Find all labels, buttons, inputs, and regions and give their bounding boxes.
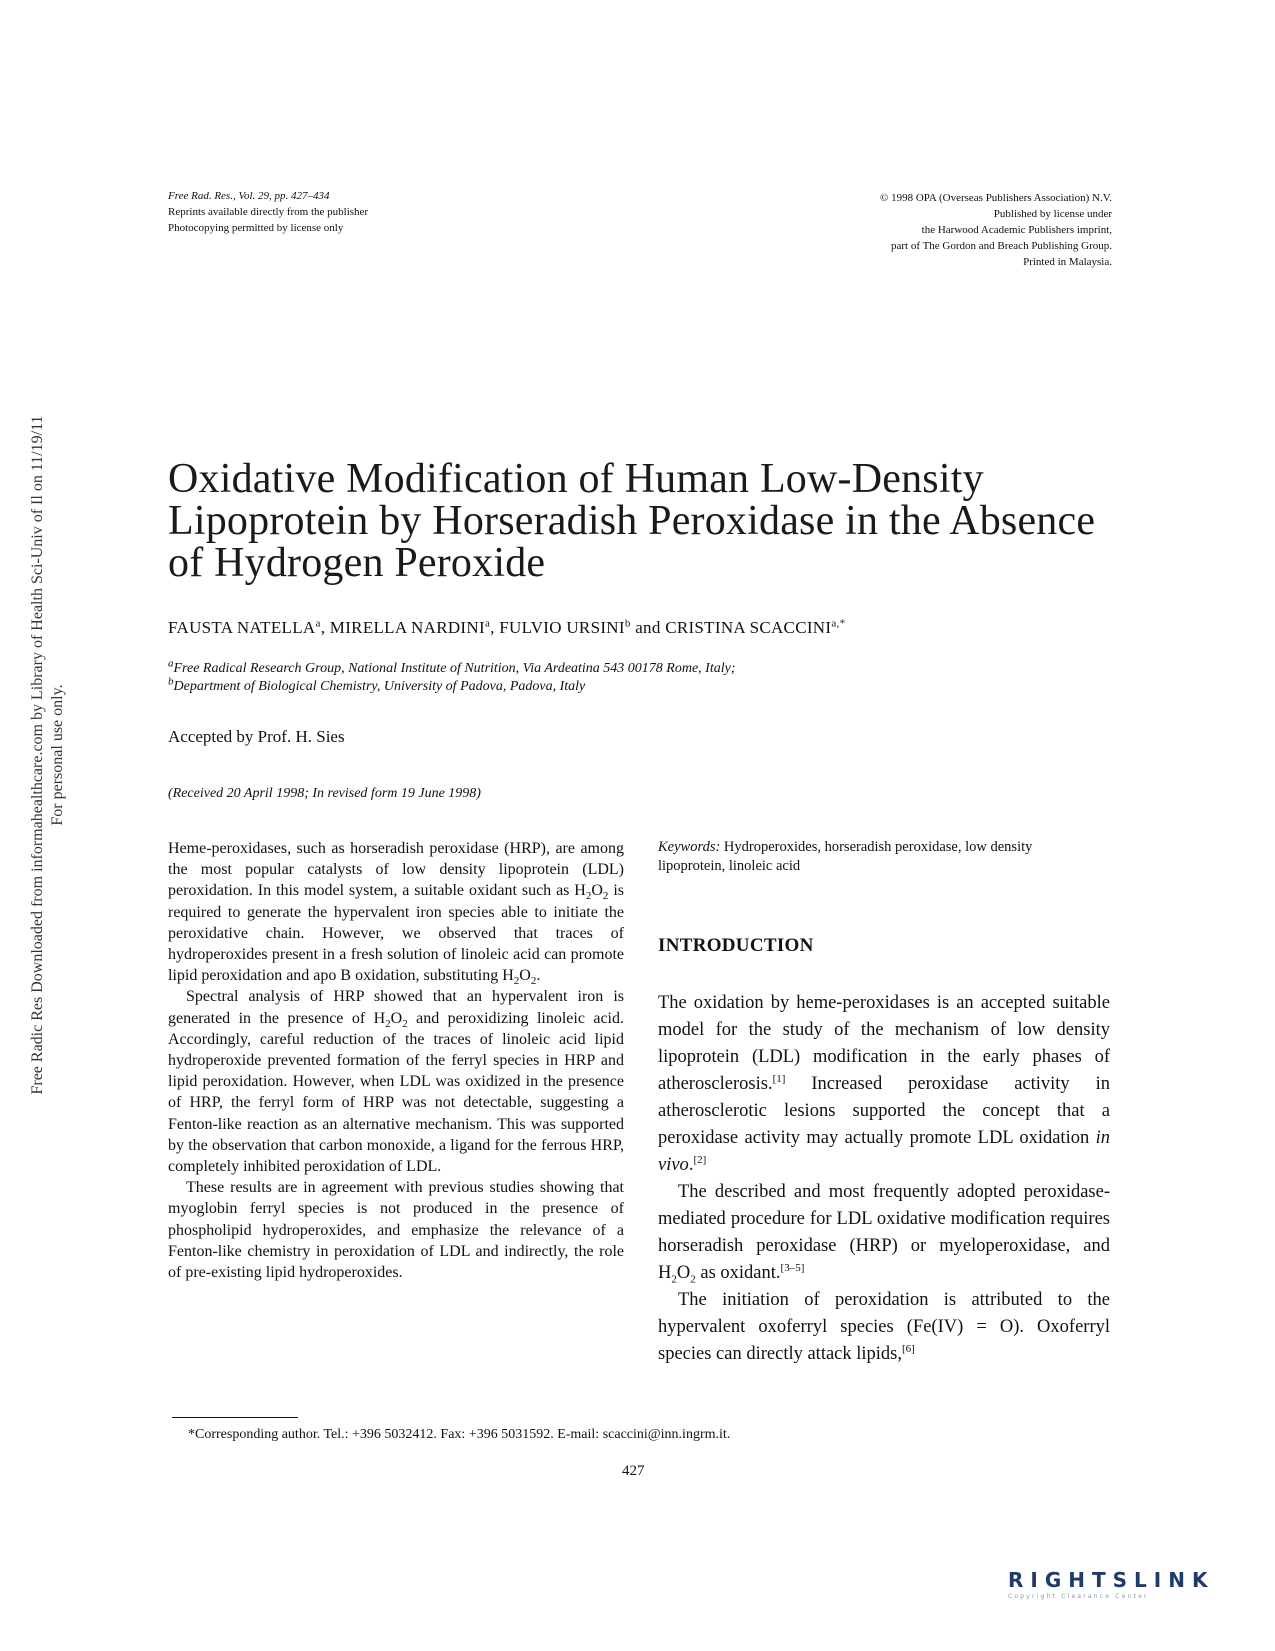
author-affil-mark: a <box>484 617 491 630</box>
received-dates: (Received 20 April 1998; In revised form 19 June 1998) <box>168 786 481 801</box>
text-run: The described and most frequently adopted peroxidase-mediated procedure for LDL oxidative modification requires horseradish peroxidase (HRP) or myeloperoxidase, and H <box>658 1182 1110 1283</box>
text-run: . <box>536 967 541 985</box>
accepted-by: Accepted by Prof. H. Sies <box>168 727 345 746</box>
printed-line: Printed in Malaysia. <box>1023 256 1112 268</box>
author-separator: and <box>630 618 666 637</box>
rightslink-tagline: Copyright Clearance Center <box>1008 1593 1149 1600</box>
citation-ref[interactable]: [3–5] <box>780 1261 805 1274</box>
text-run: Spectral analysis of HRP showed that an hypervalent iron is generated in the presence of H <box>168 988 624 1027</box>
subscript: 2 <box>530 975 537 988</box>
text-run: O <box>390 1009 403 1027</box>
download-watermark <box>28 415 76 1095</box>
group-line: part of The Gordon and Breach Publishing Group. <box>891 240 1112 252</box>
italic-run: in vivo <box>658 1128 1110 1175</box>
affiliation-a <box>168 657 736 678</box>
copyright-block <box>740 190 1112 270</box>
author-name: CRISTINA SCACCINI <box>665 618 832 637</box>
affiliation-text: Free Radical Research Group, National Institute of Nutrition, Via Ardeatina 543 00178 Rome, Italy; <box>173 661 736 676</box>
abstract <box>168 838 624 1283</box>
photocopying-note: Photocopying permitted by license only <box>168 222 344 234</box>
copyright-line: © 1998 OPA (Overseas Publishers Association) N.V. <box>879 192 1112 204</box>
subscript: 2 <box>385 1017 391 1030</box>
abstract-paragraph-2 <box>168 986 624 1177</box>
author-affil-mark: a <box>315 617 321 630</box>
author-affil-mark: b <box>624 617 631 630</box>
abstract-paragraph-3: These results are in agreement with previous studies showing that myoglobin ferryl species is not produced in the presence of phospholipid hydroperoxides, and emphasize the relevance of a Fenton-like chemistry in peroxidation of LDL and indirectly, the role of pre-existing lipid hydroperoxides. <box>168 1179 624 1282</box>
author-affil-mark: a,* <box>831 617 846 630</box>
reprints-note: Reprints available directly from the publisher <box>168 206 369 218</box>
imprint-line: the Harwood Academic Publishers imprint, <box>921 224 1112 236</box>
subscript: 2 <box>671 1273 677 1286</box>
title-line-3: of Hydrogen Peroxide <box>168 540 546 586</box>
text-run: and peroxidizing linoleic acid. Accordingly, careful reduction of the traces of linoleic acid lipid hydroperoxide prevented formation of the ferryl species in HRP and lipid peroxidation. However, when LDL was oxidized in the presence of HRP, the ferryl form of HRP was not detectable, suggesting a Fenton-like reaction as an alternative mechanism. This was supported by the observation that carbon monoxide, a ligand for the ferrous HRP, completely inhibited peroxidation of LDL. <box>168 1009 624 1176</box>
article-title <box>168 458 1128 584</box>
text-run: Heme-peroxidases, such as horseradish peroxidase (HRP), are among the most popular catalysts of low density lipoprotein (LDL) peroxidation. In this model system, a suitable oxidant such as H <box>168 840 624 900</box>
affiliations <box>168 657 736 696</box>
text-run: The oxidation by heme-peroxidases is an accepted suitable model for the study of the mechanism of low density lipoprotein (LDL) modification in the early phases of atherosclerosis. <box>658 993 1110 1094</box>
citation-ref[interactable]: [2] <box>693 1153 707 1166</box>
license-line: Published by license under <box>993 208 1112 220</box>
journal-citation-block <box>168 188 528 236</box>
text-run: O <box>676 1263 691 1283</box>
intro-paragraph-3 <box>658 1287 1110 1368</box>
download-watermark-line-2: For personal use only. <box>49 684 66 826</box>
citation-ref[interactable]: [6] <box>902 1342 915 1355</box>
subscript: 2 <box>602 890 609 903</box>
author-separator: , <box>490 618 500 637</box>
rightslink-logo[interactable] <box>1008 1568 1240 1608</box>
text-run: O <box>519 967 531 985</box>
author-name: MIRELLA NARDINI <box>329 618 485 637</box>
affiliation-mark: b <box>168 675 174 688</box>
subscript: 2 <box>585 890 592 903</box>
text-run: O <box>591 882 603 900</box>
affiliation-mark: a <box>168 657 174 670</box>
title-line-1: Oxidative Modification of Human Low-Density <box>168 456 984 502</box>
affiliation-b <box>168 675 736 696</box>
footnote-rule <box>172 1417 298 1418</box>
author-name: FULVIO URSINI <box>499 618 625 637</box>
download-watermark-line-1: Free Radic Res Downloaded from informahealthcare.com by Library of Health Sci-Univ of Il on 11/19/11 <box>29 415 46 1095</box>
text-run: Increased peroxidase activity in atherosclerotic lesions supported the concept that a peroxidase activity may actually promote LDL oxidation <box>658 1074 1110 1148</box>
title-line-2: Lipoprotein by Horseradish Peroxidase in the Absence <box>168 498 1096 544</box>
section-heading: INTRODUCTION <box>658 935 814 956</box>
author-list <box>168 618 845 638</box>
subscript: 2 <box>402 1017 408 1030</box>
keywords <box>658 838 1088 876</box>
affiliation-text: Department of Biological Chemistry, University of Padova, Padova, Italy <box>173 679 586 694</box>
introduction-body <box>658 990 1110 1368</box>
author-separator: , <box>320 618 330 637</box>
text-run: as oxidant. <box>695 1263 781 1283</box>
text-run: The initiation of peroxidation is attributed to the hypervalent oxoferryl species (Fe(IV) = O). Oxoferryl species can directly attack lipids, <box>658 1290 1110 1364</box>
intro-paragraph-1 <box>658 990 1110 1179</box>
page-number: 427 <box>622 1463 645 1479</box>
abstract-paragraph-1 <box>168 838 624 986</box>
subscript: 2 <box>513 975 520 988</box>
rightslink-wordmark: RIGHTSLINK <box>1008 1568 1215 1592</box>
author-name: FAUSTA NATELLA <box>168 618 316 637</box>
citation-ref[interactable]: [1] <box>772 1072 786 1085</box>
intro-paragraph-2 <box>658 1179 1110 1287</box>
text-run: is required to generate the hypervalent iron species able to initiate the peroxidative chain. However, we observed that traces of hydroperoxides present in a fresh solution of linoleic acid can promote lipid peroxidation and apo B oxidation, substituting H <box>168 882 624 985</box>
corresponding-author-footnote: *Corresponding author. Tel.: +396 5032412. Fax: +396 5031592. E-mail: scaccini@inn.ingrm.it. <box>188 1427 731 1442</box>
subscript: 2 <box>690 1273 696 1286</box>
keywords-label: Keywords: <box>658 839 721 855</box>
journal-citation: Free Rad. Res., Vol. 29, pp. 427–434 <box>168 190 330 202</box>
keywords-text: Hydroperoxides, horseradish peroxidase, low density lipoprotein, linoleic acid <box>658 839 1033 874</box>
text-run: . <box>688 1155 694 1175</box>
